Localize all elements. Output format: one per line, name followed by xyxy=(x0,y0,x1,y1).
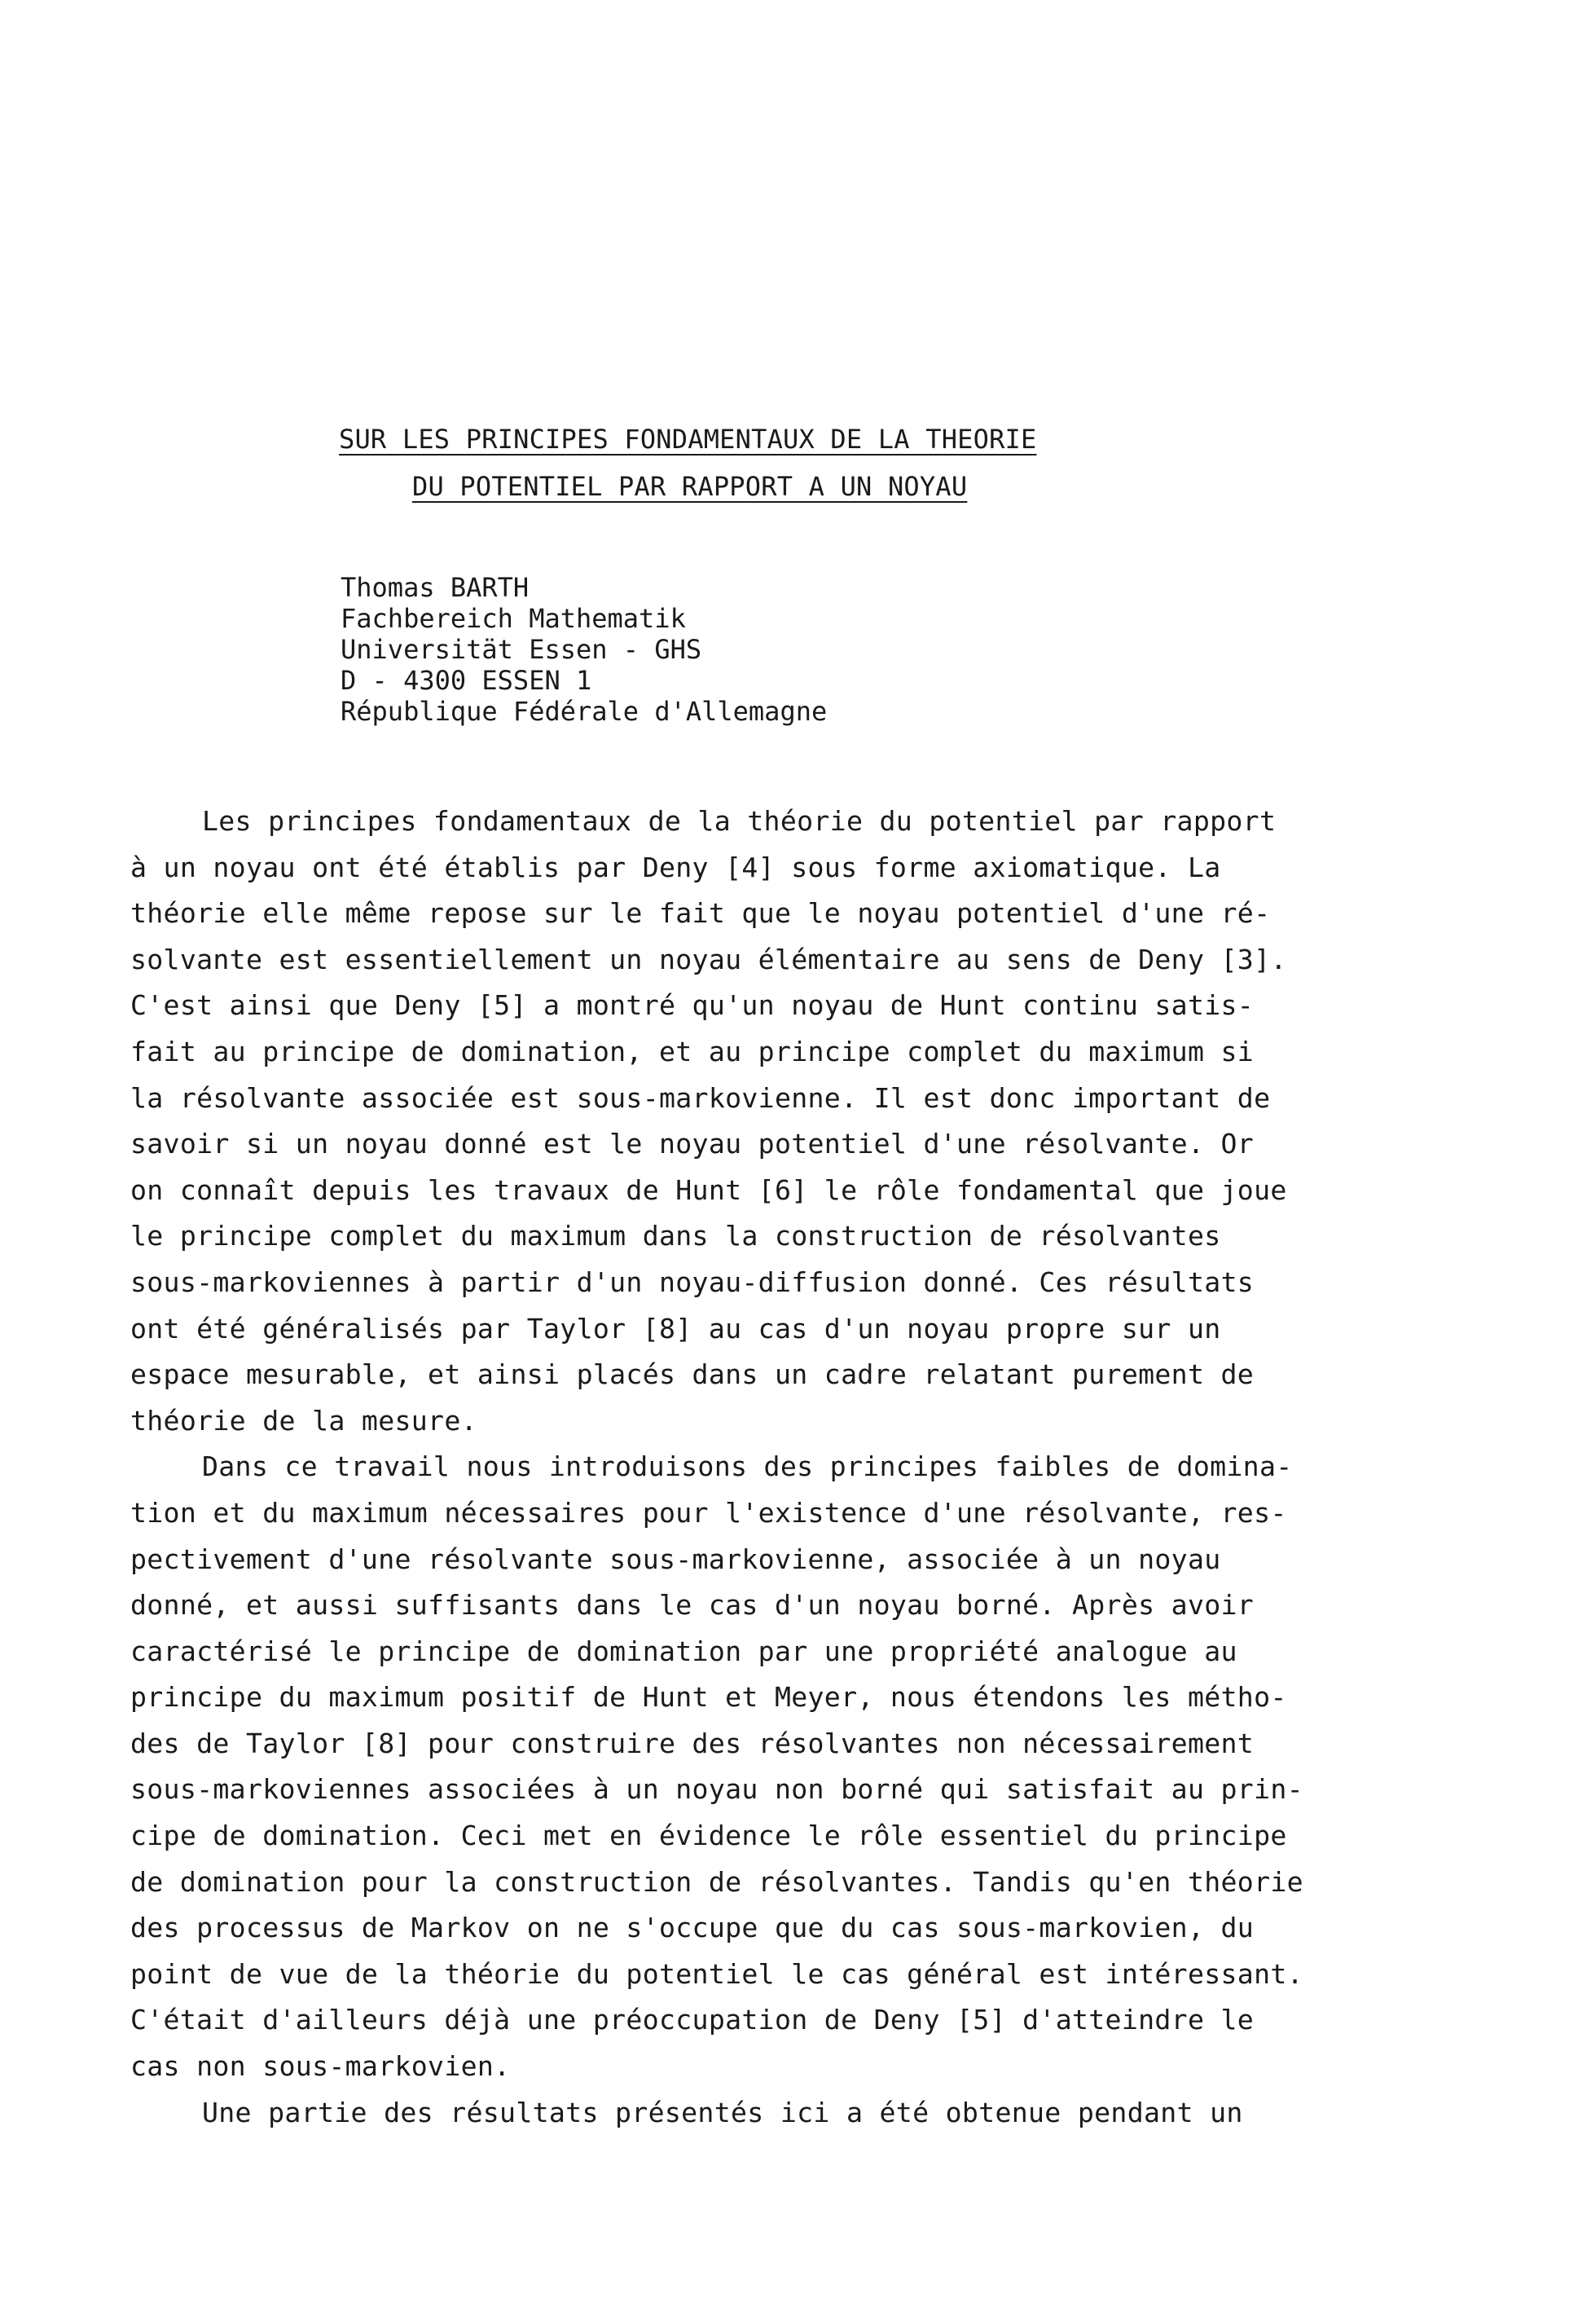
paragraph-1-line: le principe complet du maximum dans la construction de résolvantes xyxy=(130,1220,1221,1252)
paragraph-1-line: théorie de la mesure. xyxy=(130,1404,477,1437)
paragraph-2-line: cipe de domination. Ceci met en évidence le rôle essentiel du principe xyxy=(130,1820,1287,1852)
paragraph-1-line: espace mesurable, et ainsi placés dans un cadre relatant purement de xyxy=(130,1358,1255,1391)
paragraph-1-line: savoir si un noyau donné est le noyau potentiel d'une résolvante. Or xyxy=(130,1128,1255,1160)
author-university: Universität Essen - GHS xyxy=(341,634,702,665)
paragraph-2-line: principe du maximum positif de Hunt et Meyer, nous étendons les métho- xyxy=(130,1681,1287,1714)
paragraph-1-line: à un noyau ont été établis par Deny [4] sous forme axiomatique. La xyxy=(130,851,1221,883)
author-name: Thomas BARTH xyxy=(341,572,530,603)
author-country: République Fédérale d'Allemagne xyxy=(341,696,828,727)
body-text xyxy=(130,799,1466,2136)
title-line-1: SUR LES PRINCIPES FONDAMENTAUX DE LA THEORIE xyxy=(339,424,1037,455)
paragraph-2-line: des de Taylor [8] pour construire des résolvantes non nécessairement xyxy=(130,1727,1255,1759)
title-line-2: DU POTENTIEL PAR RAPPORT A UN NOYAU xyxy=(412,471,968,502)
paragraph-1-line: sous-markoviennes à partir d'un noyau-diffusion donné. Ces résultats xyxy=(130,1265,1255,1298)
author-city: D - 4300 ESSEN 1 xyxy=(341,665,592,696)
author-affiliation xyxy=(341,572,827,727)
paragraph-2-line: point de vue de la théorie du potentiel le cas général est intéressant. xyxy=(130,1957,1303,1990)
paragraph-1-line: solvante est essentiellement un noyau élémentaire au sens de Deny [3]. xyxy=(130,943,1287,975)
paragraph-1-line: Les principes fondamentaux de la théorie du potentiel par rapport xyxy=(202,805,1277,837)
paragraph-3-line: Une partie des résultats présentés ici a été obtenue pendant un xyxy=(202,2096,1243,2128)
paragraph-2-line: pectivement d'une résolvante sous-markovienne, associée à un noyau xyxy=(130,1543,1221,1575)
paragraph-1-line: fait au principe de domination, et au principe complet du maximum si xyxy=(130,1035,1255,1067)
paragraph-1-line: C'est ainsi que Deny [5] a montré qu'un noyau de Hunt continu satis- xyxy=(130,989,1255,1022)
paragraph-2-line: Dans ce travail nous introduisons des principes faibles de domina- xyxy=(202,1450,1293,1483)
paragraph-2-line: cas non sous-markovien. xyxy=(130,2050,511,2083)
paragraph-2-line: donné, et aussi suffisants dans le cas d'un noyau borné. Après avoir xyxy=(130,1589,1255,1622)
paragraph-2-line: de domination pour la construction de résolvantes. Tandis qu'en théorie xyxy=(130,1865,1303,1898)
paragraph-1-line: théorie elle même repose sur le fait que le noyau potentiel d'une ré- xyxy=(130,897,1271,930)
paragraph-1-line: on connaît depuis les travaux de Hunt [6] le rôle fondamental que joue xyxy=(130,1173,1287,1206)
paragraph-2-line: des processus de Markov on ne s'occupe que du cas sous-markovien, du xyxy=(130,1912,1255,1944)
paragraph-1-line: la résolvante associée est sous-markovienne. Il est donc important de xyxy=(130,1081,1271,1114)
paragraph-1-line: ont été généralisés par Taylor [8] au cas d'un noyau propre sur un xyxy=(130,1312,1221,1345)
author-department: Fachbereich Mathematik xyxy=(341,603,686,634)
paragraph-2-line: C'était d'ailleurs déjà une préoccupation de Deny [5] d'atteindre le xyxy=(130,2004,1255,2036)
paragraph-2-line: tion et du maximum nécessaires pour l'existence d'une résolvante, res- xyxy=(130,1496,1287,1529)
paragraph-2-line: caractérisé le principe de domination par une propriété analogue au xyxy=(130,1635,1237,1667)
paragraph-2-line: sous-markoviennes associées à un noyau non borné qui satisfait au prin- xyxy=(130,1773,1303,1806)
